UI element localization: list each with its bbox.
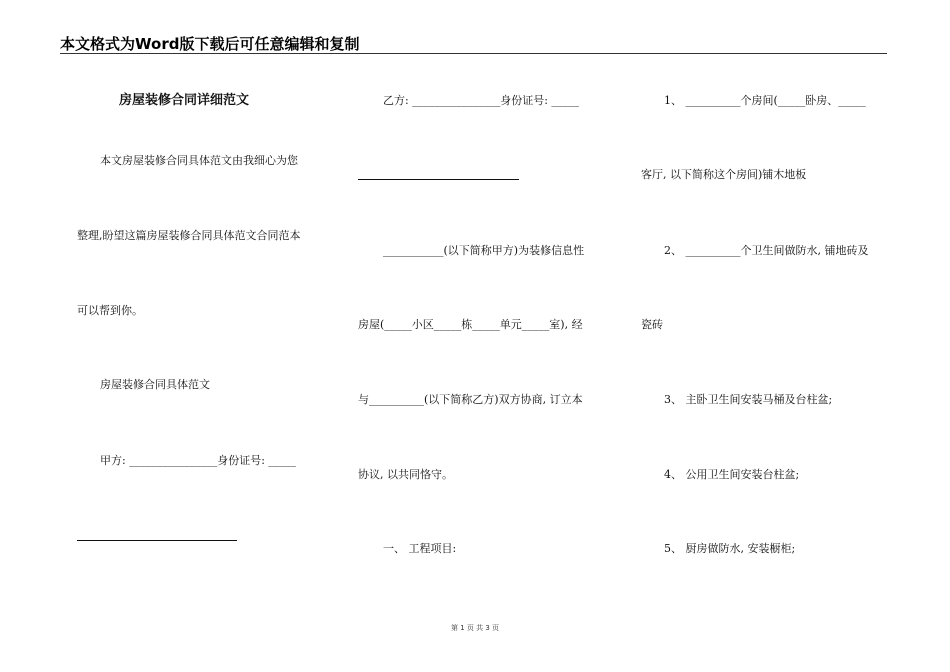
item-1-line-2: 客厅, 以下简称这个房间)铺木地板 [641,168,807,181]
contract-paragraph-line-3: 与__________(以下简称乙方)双方协商, 订立本 [358,393,583,406]
intro-paragraph-line-2: 整理,盼望这篇房屋装修合同具体范文合同范本 [77,229,301,242]
section-subtitle: 房屋装修合同具体范文 [100,378,210,391]
item-2-line-2: 瓷砖 [641,318,663,331]
item-5: 5、 厨房做防水, 安装橱柜; [664,542,796,555]
blank-underline-2 [358,179,519,180]
item-1-line-1: 1、 __________个房间(_____卧房、_____ [664,94,866,107]
contract-paragraph-line-1: ___________(以下简称甲方)为装修信息性 [383,244,585,257]
section-heading-project: 一、 工程项目: [383,542,457,555]
item-4: 4、 公用卫生间安装台柱盆; [664,468,800,481]
intro-paragraph-line-3: 可以帮到你。 [77,304,143,317]
blank-underline [77,540,237,541]
page-number: 第 1 页 共 3 页 [450,624,500,632]
document-header: 本文格式为Word版下载后可任意编辑和复制 [60,35,360,53]
item-2-line-1: 2、 __________个卫生间做防水, 铺地砖及 [664,244,869,257]
party-a-line: 甲方: ________________身份证号: _____ [100,454,296,467]
contract-paragraph-line-2: 房屋(_____小区_____栋_____单元_____室), 经 [358,318,583,331]
document-title: 房屋装修合同详细范文 [119,93,250,108]
contract-paragraph-line-4: 协议, 以共同恪守。 [358,468,453,481]
party-b-line: 乙方: ________________身份证号: _____ [383,94,579,107]
intro-paragraph-line-1: 本文房屋装修合同具体范文由我细心为您 [100,154,298,167]
header-divider [60,53,887,54]
item-3: 3、 主卧卫生间安装马桶及台柱盆; [664,393,833,406]
